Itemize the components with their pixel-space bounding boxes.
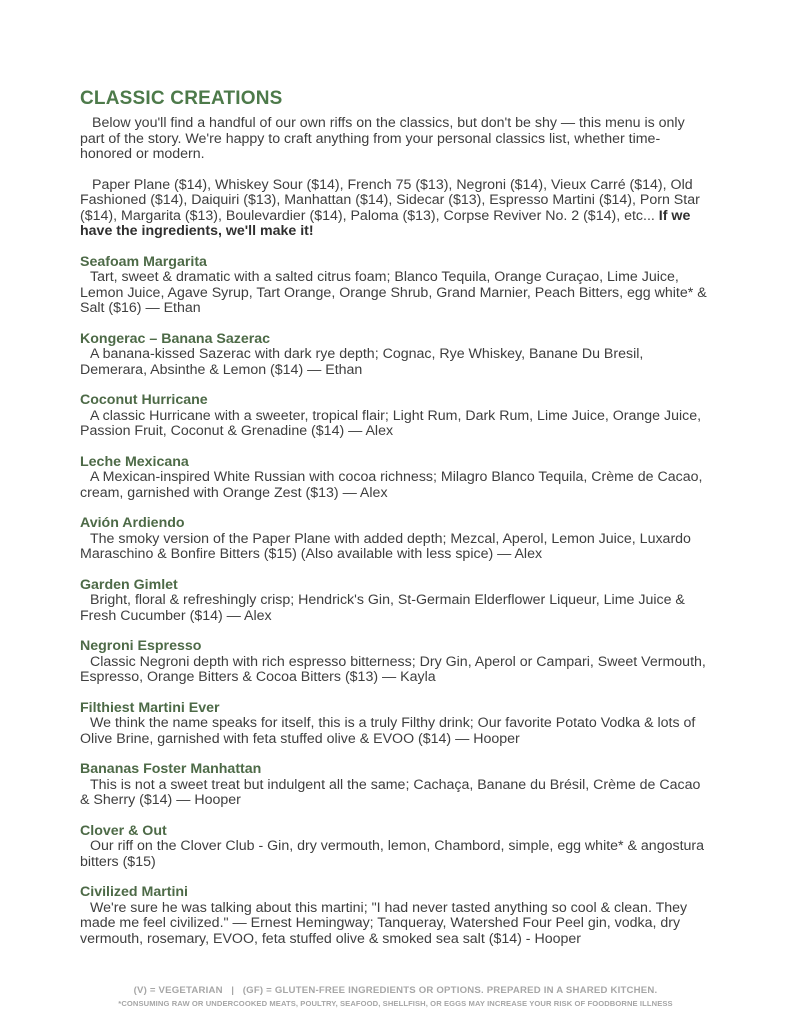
item-description: Our riff on the Clover Club - Gin, dry vermouth, lemon, Chambord, simple, egg white* & angostura bitters ($15)	[80, 838, 705, 870]
classics-list-text: Paper Plane ($14), Whiskey Sour ($14), French 75 ($13), Negroni ($14), Vieux Carré ($14), Old Fashioned ($14), Daiquiri ($13), Manhattan ($14), Sidecar ($13), Espresso Martini ($14), Porn Star ($14), Margarita ($13), Boulevardier ($14), Paloma ($13), Corpse Reviver No. 2 ($14), etc...	[80, 176, 700, 224]
item-name: Civilized Martini	[80, 884, 188, 900]
item-description: A classic Hurricane with a sweeter, tropical flair; Light Rum, Dark Rum, Lime Juice, Orange Juice, Passion Fruit, Coconut & Grenadine ($14) — Alex	[80, 407, 702, 439]
item-description: This is not a sweet treat but indulgent all the same; Cachaça, Banane du Brésil, Crème de Cacao & Sherry ($14) — Hooper	[80, 776, 701, 808]
menu-item	[80, 393, 712, 440]
item-description: We think the name speaks for itself, this is a truly Filthy drink; Our favorite Potato Vodka & lots of Olive Brine, garnished with feta stuffed olive & EVOO ($14) — Hooper	[80, 715, 696, 747]
menu-item	[80, 885, 712, 947]
menu-item	[80, 516, 712, 563]
section-title: CLASSIC CREATIONS	[80, 88, 283, 109]
cocktail-list	[80, 255, 712, 948]
intro-paragraph: Below you'll find a handful of our own riffs on the classics, but don't be shy — this menu is only part of the story. We're happy to craft anything from your personal classics list, whether time-honored or modern.	[80, 115, 685, 162]
item-name: Coconut Hurricane	[80, 392, 208, 408]
item-description: A banana-kissed Sazerac with dark rye depth; Cognac, Rye Whiskey, Banane Du Bresil, Demerara, Absinthe & Lemon ($14) — Ethan	[80, 346, 644, 378]
item-name: Filthiest Martini Ever	[80, 699, 220, 716]
footer-dietary-legend: (V) = VEGETARIAN | (GF) = GLUTEN-FREE INGREDIENTS OR OPTIONS. PREPARED IN A SHARED KITCHEN.	[133, 985, 658, 996]
menu-item	[80, 455, 712, 502]
menu-item	[80, 255, 712, 317]
item-name: Negroni Espresso	[80, 638, 202, 654]
menu-item	[80, 701, 712, 748]
item-description: Classic Negroni depth with rich espresso bitterness; Dry Gin, Aperol or Campari, Sweet Vermouth, Espresso, Orange Bitters & Cocoa Bitters ($13) — Kayla	[80, 653, 706, 685]
item-name: Seafoam Margarita	[80, 253, 207, 270]
item-description: A Mexican-inspired White Russian with cocoa richness; Milagro Blanco Tequila, Crème de Cacao, cream, garnished with Orange Zest ($13) — Alex	[80, 469, 703, 501]
classics-list-emphasis: If we have the ingredients, we'll make it!	[80, 207, 691, 239]
item-description: Tart, sweet & dramatic with a salted citrus foam; Blanco Tequila, Orange Curaçao, Lime Juice, Lemon Juice, Agave Syrup, Tart Orange, Orange Shrub, Grand Marnier, Peach Bitters, egg white* & Salt ($16) — Ethan	[80, 269, 707, 316]
footer-health-warning: *CONSUMING RAW OR UNDERCOOKED MEATS, POULTRY, SEAFOOD, SHELLFISH, OR EGGS MAY INCREASE YOUR RISK OF FOODBORNE ILLNESS	[118, 999, 673, 1008]
menu-page	[80, 88, 712, 962]
menu-item	[80, 639, 712, 686]
item-name: Leche Mexicana	[80, 453, 189, 470]
item-description: Bright, floral & refreshingly crisp; Hendrick's Gin, St-Germain Elderflower Liqueur, Lime Juice & Fresh Cucumber ($14) — Alex	[80, 592, 685, 624]
item-name: Avión Ardiendo	[80, 515, 185, 531]
item-description: We're sure he was talking about this martini; "I had never tasted anything so cool & clean. They made me feel civilized." — Ernest Hemingway; Tanqueray, Watershed Four Peel gin, vodka, dry vermouth, rosemary, EVOO, feta stuffed olive & smoked sea salt ($14) - Hooper	[80, 899, 688, 947]
item-name: Bananas Foster Manhattan	[80, 761, 262, 777]
menu-item	[80, 332, 712, 379]
menu-item	[80, 824, 712, 871]
classics-list	[80, 178, 712, 240]
item-name: Garden Gimlet	[80, 576, 178, 593]
item-description: The smoky version of the Paper Plane with added depth; Mezcal, Aperol, Lemon Juice, Luxardo Maraschino & Bonfire Bitters ($15) (Also available with less spice) — Alex	[80, 530, 691, 562]
item-name: Clover & Out	[80, 822, 167, 839]
menu-item	[80, 762, 712, 809]
item-name: Kongerac – Banana Sazerac	[80, 330, 271, 347]
menu-item	[80, 578, 712, 625]
